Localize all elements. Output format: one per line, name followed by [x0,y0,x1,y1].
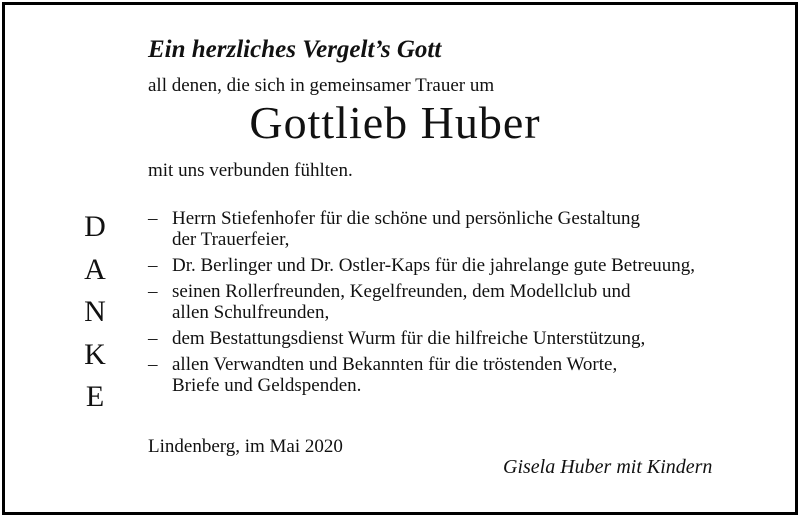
thanks-line: Herrn Stiefenhofer für die schöne und persönliche Gestaltung [172,208,640,229]
dash-bullet: – [148,281,158,302]
thanks-item [148,208,695,250]
danke-letter: K [84,337,106,371]
dash-bullet: – [148,328,158,349]
dash-bullet: – [148,354,158,375]
deceased-name: Gottlieb Huber [249,97,541,148]
thanks-list [148,208,695,401]
signature: Gisela Huber mit Kindern [503,456,713,478]
thanks-line: Dr. Berlinger und Dr. Ostler-Kaps für die jahrelange gute Betreuung, [172,255,696,276]
thanks-item [148,255,695,276]
thanks-line: allen Verwandten und Bekannten für die tröstenden Worte, [172,354,618,375]
place-and-date: Lindenberg, im Mai 2020 [148,436,343,457]
thanks-item [148,328,695,349]
thanks-item [148,354,695,396]
dash-bullet: – [148,208,158,229]
danke-letter: D [84,210,106,243]
thanks-line: Briefe und Geldspenden. [172,375,362,396]
thanks-line: der Trauerfeier, [172,229,290,250]
danke-letter: N [84,295,106,328]
danke-vertical-word [80,206,110,419]
dash-bullet: – [148,255,158,276]
notice-intro: all denen, die sich in gemeinsamer Trauer um [148,75,495,96]
danke-letter: E [85,380,105,413]
thanks-line: dem Bestattungsdienst Wurm für die hilfreiche Unterstützung, [172,328,646,349]
thanks-line: seinen Rollerfreunden, Kegelfreunden, dem Modellclub und [172,281,631,302]
danke-letter: A [84,252,106,286]
thanks-item [148,281,695,323]
thanks-line: allen Schulfreunden, [172,302,330,323]
notice-connected-text: mit uns verbunden fühlten. [148,160,353,181]
notice-heading: Ein herzliches Vergelt’s Gott [148,36,442,63]
